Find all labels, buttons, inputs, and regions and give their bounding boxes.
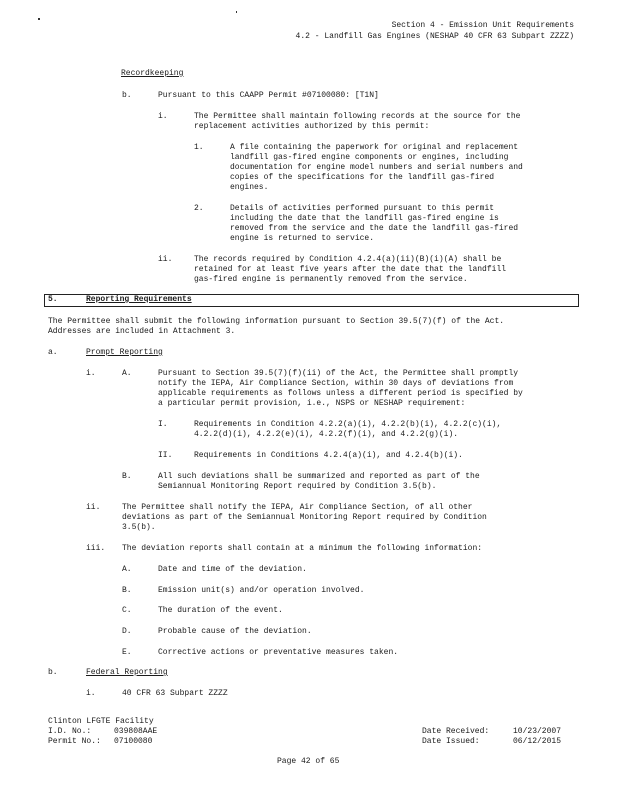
subsection-b-label: b. xyxy=(48,668,58,677)
section-5-intro-line: Addresses are included in Attachment 3. xyxy=(48,327,236,336)
deviation-item-text: Corrective actions or preventative measures taken. xyxy=(158,648,399,657)
deviation-item-text: Date and time of the deviation. xyxy=(158,565,307,574)
list-item-line: engines. xyxy=(230,183,269,192)
list-item-line: removed from the service and the date the landfill gas-fired xyxy=(230,224,519,233)
item-ii-line: The Permittee shall notify the IEPA, Air Compliance Section, of all other xyxy=(122,503,473,512)
list-item-line: copies of the specifications for the landfill gas-fired xyxy=(230,173,495,182)
footer-permit-value: 07100080 xyxy=(114,737,153,746)
header-section-title: Section 4 - Emission Unit Requirements xyxy=(391,21,574,30)
sub-ii-line: The records required by Condition 4.2.4(a)(ii)(B)(i)(A) shall be xyxy=(194,255,502,264)
scan-speck xyxy=(236,11,237,13)
item-II-number: II. xyxy=(158,451,173,460)
item-B-number: B. xyxy=(122,472,132,481)
footer-id-label: I.D. No.: xyxy=(48,727,92,736)
footer-permit-label: Permit No.: xyxy=(48,737,101,746)
header-subsection-title: 4.2 - Landfill Gas Engines (NESHAP 40 CFR 63 Subpart ZZZZ) xyxy=(295,32,574,41)
subsection-b-title: Federal Reporting xyxy=(86,668,168,677)
item-B-line: All such deviations shall be summarized and reported as part of the xyxy=(158,472,480,481)
deviation-item-number: C. xyxy=(122,606,132,615)
item-II-line: Requirements in Conditions 4.2.4(a)(i), and 4.2.4(b)(i). xyxy=(194,451,463,460)
item-I-number: I. xyxy=(158,420,168,429)
deviation-item-number: D. xyxy=(122,627,132,636)
item-A-line: applicable requirements as follows unless a different period is specified by xyxy=(158,389,523,398)
item-I-line: Requirements in Condition 4.2.2(a)(i), 4.2.2(b)(i), 4.2.2(c)(i), xyxy=(194,420,502,429)
sub-ii-line: retained for at least five years after the date that the landfill xyxy=(194,265,507,274)
page-number: Page 42 of 65 xyxy=(277,757,340,766)
item-ii-number: ii. xyxy=(86,503,101,512)
sub-i-number: i. xyxy=(158,112,168,121)
item-A-number: A. xyxy=(122,369,132,378)
footer-id-value: 039808AAE xyxy=(114,727,158,736)
deviation-item-number: A. xyxy=(122,565,132,574)
list-item-line: Details of activities performed pursuant to this permit xyxy=(230,204,495,213)
deviation-item-number: E. xyxy=(122,648,132,657)
footer-issued-value: 06/12/2015 xyxy=(513,737,562,746)
item-ii-line: deviations as part of the Semiannual Monitoring Report required by Condition xyxy=(122,513,487,522)
list-item-line: documentation for engine model numbers and serial numbers and xyxy=(230,163,523,172)
section-5-number: 5. xyxy=(48,295,58,304)
deviation-item-text: Probable cause of the deviation. xyxy=(158,627,312,636)
item-A-line: a particular permit provision, i.e., NSPS or NESHAP requirement: xyxy=(158,399,466,408)
list-item-line: including the date that the landfill gas-fired engine is xyxy=(230,214,499,223)
list-item-line: engine is returned to service. xyxy=(230,234,375,243)
item-i-number: i. xyxy=(86,369,96,378)
item-I-line: 4.2.2(d)(i), 4.2.2(e)(i), 4.2.2(f)(i), and 4.2.2(g)(i). xyxy=(194,430,459,439)
section-5-title: Reporting Requirements xyxy=(86,295,192,304)
item-iii-text: The deviation reports shall contain at a minimum the following information: xyxy=(122,544,483,553)
deviation-item-text: Emission unit(s) and/or operation involved. xyxy=(158,586,365,595)
list-item-number: 2. xyxy=(194,204,204,213)
sub-i-line: replacement activities authorized by this permit: xyxy=(194,122,430,131)
deviation-item-number: B. xyxy=(122,586,132,595)
footer-received-value: 10/23/2007 xyxy=(513,727,562,736)
sub-ii-line: gas-fired engine is permanently removed from the service. xyxy=(194,275,468,284)
subsection-a-title: Prompt Reporting xyxy=(86,348,163,357)
federal-item-text: 40 CFR 63 Subpart ZZZZ xyxy=(122,689,228,698)
list-item-line: A file containing the paperwork for original and replacement xyxy=(230,143,519,152)
recordkeeping-heading: Recordkeeping xyxy=(121,69,184,78)
deviation-item-text: The duration of the event. xyxy=(158,606,283,615)
item-b-text: Pursuant to this CAAPP Permit #07100080: [T1N] xyxy=(158,91,379,100)
sub-ii-number: ii. xyxy=(158,255,173,264)
footer-facility-name: Clinton LFGTE Facility xyxy=(48,717,154,726)
scan-speck xyxy=(38,18,40,20)
subsection-a-label: a. xyxy=(48,348,58,357)
item-A-line: Pursuant to Section 39.5(7)(f)(ii) of the Act, the Permittee shall promptly xyxy=(158,369,519,378)
list-item-number: 1. xyxy=(194,143,204,152)
item-B-line: Semiannual Monitoring Report required by Condition 3.5(b). xyxy=(158,482,437,491)
sub-i-line: The Permittee shall maintain following records at the source for the xyxy=(194,112,521,121)
item-iii-number: iii. xyxy=(86,544,106,553)
item-b-number: b. xyxy=(122,91,132,100)
list-item-line: landfill gas-fired engine components or engines, including xyxy=(230,153,509,162)
federal-item-number: i. xyxy=(86,689,96,698)
item-ii-line: 3.5(b). xyxy=(122,523,156,532)
footer-received-label: Date Received: xyxy=(422,727,490,736)
section-5-intro-line: The Permittee shall submit the following information pursuant to Section 39.5(7)(f) of the Act. xyxy=(48,317,505,326)
item-A-line: notify the IEPA, Air Compliance Section, within 30 days of deviations from xyxy=(158,379,514,388)
footer-issued-label: Date Issued: xyxy=(422,737,480,746)
